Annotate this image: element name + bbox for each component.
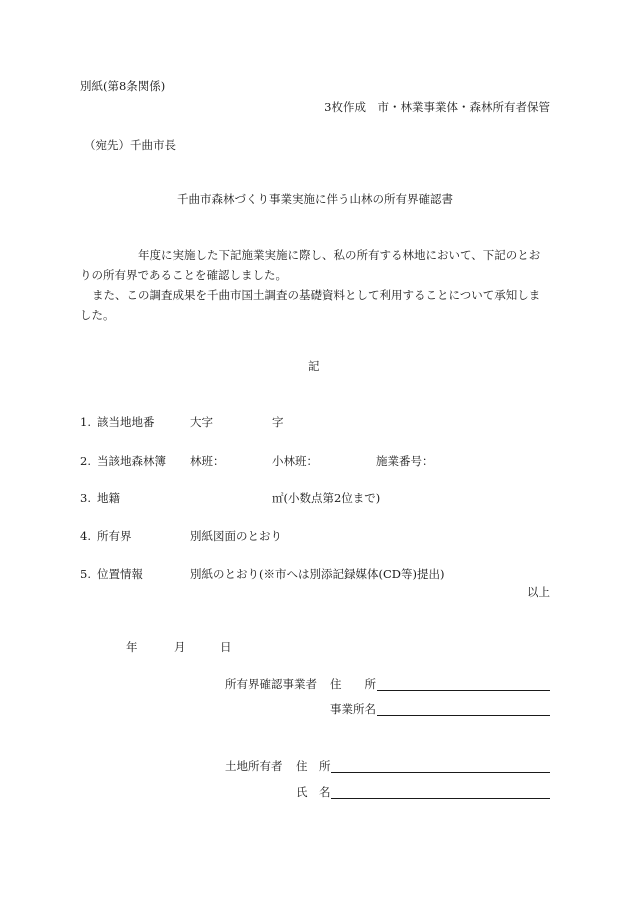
confirmer-office-line[interactable] xyxy=(377,701,550,716)
confirmer-address-label: 住 所 xyxy=(330,677,376,691)
document-title: 千曲市森林づくり事業実施に伴う山林の所有界確認書 xyxy=(177,192,453,206)
para2-line2: した。 xyxy=(80,308,115,322)
ki-heading: 記 xyxy=(308,359,320,373)
confirmer-role: 所有界確認事業者 xyxy=(225,677,317,691)
para2-line1: また、この調査成果を千曲市国土調査の基礎資料として利用することについて承知しま xyxy=(92,288,541,302)
closing-mark: 以上 xyxy=(527,585,550,599)
item-label: 位置情報 xyxy=(97,567,143,581)
item-label: 該当地地番 xyxy=(97,415,155,429)
date-day: 日 xyxy=(220,640,232,654)
item-number: 1. xyxy=(80,415,91,429)
addressee: （宛先）千曲市長 xyxy=(84,138,176,152)
item-value-shorinpan: 小林班： xyxy=(272,454,318,468)
body-paragraph-2 xyxy=(80,285,550,325)
date-month: 月 xyxy=(174,640,186,654)
owner-role: 土地所有者 xyxy=(225,759,283,773)
item-number: 2. xyxy=(80,454,91,468)
item-value-location: 別紙のとおり(※市へは別添記録媒体(CD等)提出) xyxy=(190,567,445,581)
owner-name-label: 氏 名 xyxy=(296,785,331,799)
item-value-aza: 字 xyxy=(272,415,284,429)
confirmer-address-line[interactable] xyxy=(377,676,550,691)
para1-line2: りの所有界であることを確認しました。 xyxy=(80,268,287,282)
body-paragraph-1 xyxy=(80,245,550,285)
confirmer-office-label: 事業所名 xyxy=(330,702,376,716)
item-value-rinpan: 林班： xyxy=(190,454,225,468)
item-value-boundary: 別紙図面のとおり xyxy=(190,529,282,543)
item-number: 3. xyxy=(80,491,91,505)
appendix-label: 別紙(第8条関係) xyxy=(80,79,166,93)
date-year: 年 xyxy=(126,640,138,654)
para1-line1: 年度に実施した下記施業実施に際し、私の所有する林地において、下記のとお xyxy=(138,248,541,262)
item-label: 所有界 xyxy=(97,529,132,543)
item-label: 当該地森林簿 xyxy=(97,454,166,468)
item-value-oaza: 大字 xyxy=(190,415,213,429)
owner-address-line[interactable] xyxy=(331,758,550,773)
copies-note: 3枚作成 市・林業事業体・森林所有者保管 xyxy=(324,100,550,114)
owner-name-line[interactable] xyxy=(331,784,550,799)
item-label: 地籍 xyxy=(97,491,120,505)
item-value-sekyo-number: 施業番号： xyxy=(376,454,434,468)
item-number: 5. xyxy=(80,567,91,581)
item-number: 4. xyxy=(80,529,91,543)
owner-address-label: 住 所 xyxy=(296,759,331,773)
item-value-area-unit: ㎡(小数点第2位まで) xyxy=(272,491,381,505)
